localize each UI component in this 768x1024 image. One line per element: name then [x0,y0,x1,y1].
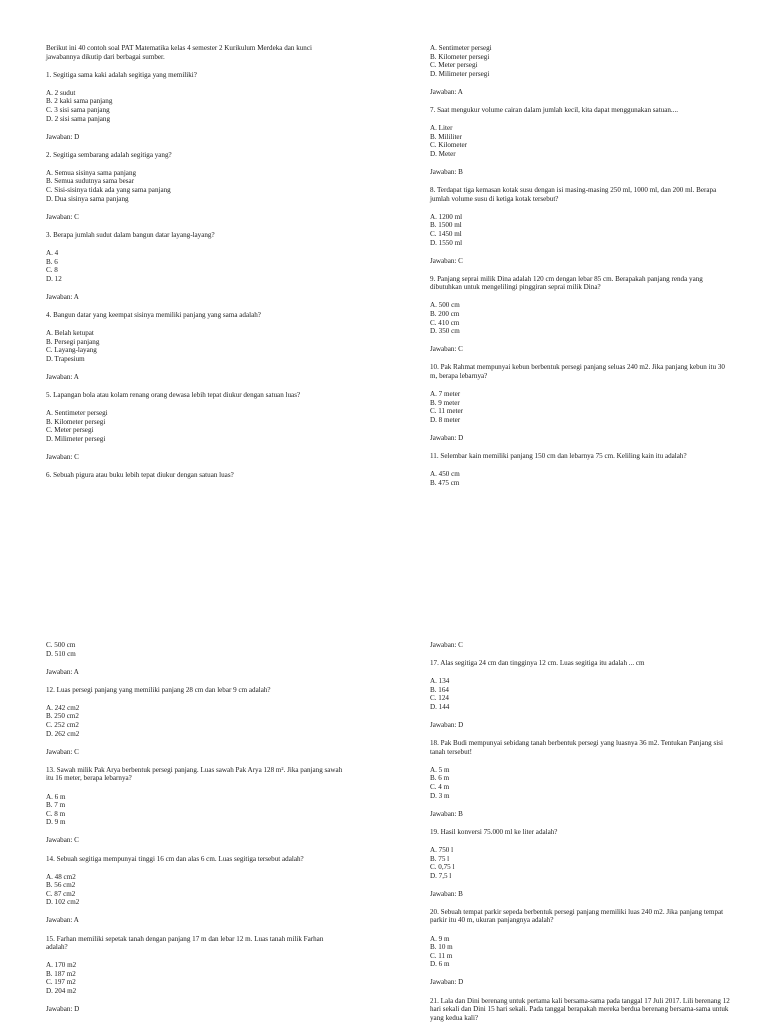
answer-option: C. 8 [46,266,58,275]
answer-key: Jawaban: D [46,1005,80,1014]
blank-line [430,203,730,213]
blank-line [430,336,730,346]
blank-line [46,221,346,231]
blank-line [430,247,730,257]
answer-option: C. Meter persegi [430,61,478,70]
question-text: 1. Segitiga sama kaki adalah segitiga yang memiliki? [46,70,197,79]
answer-option: A. 2 sudut [46,88,76,97]
answer-option: D. Meter [430,149,456,158]
answer-option: A. 6 m [46,792,66,801]
answer-option: B. 10 m [430,943,453,952]
blank-line [430,292,730,302]
answer-option: B. 6 m [430,774,450,783]
blank-line [430,78,730,88]
answer-option: A. 9 m [430,934,450,943]
answer-option: C. Meter persegi [46,426,94,435]
answer-option: A. 48 cm2 [46,872,76,881]
answer-option: A. Sentimeter persegi [46,409,108,418]
answer-option: D. Trapesium [46,354,85,363]
answer-key: Jawaban: C [430,256,463,265]
answer-option: A. Belah ketupat [46,328,94,337]
answer-option: D. 350 cm [430,327,460,336]
answer-option: A. 4 [46,248,59,257]
blank-line [46,203,346,213]
question-text: 4. Bangun datar yang keempat sisinya memiliki panjang yang sama adalah? [46,310,261,319]
answer-option: D. 3 m [430,791,450,800]
blank-line [46,827,346,837]
blank-line [430,96,730,106]
answer-option: C. 410 cm [430,318,460,327]
blank-line [430,898,730,908]
answer-option: D. Dua sisinya sama panjang [46,194,129,203]
question-text: 7. Saat mengukur volume cairan dalam jumlah kecil, kita dapat menggunakan satuan.... [430,105,679,114]
blank-line [430,668,730,678]
blank-line [430,712,730,722]
answer-option: D. Milimeter persegi [46,434,106,443]
blank-line [46,301,346,311]
blank-line [430,987,730,997]
blank-line [430,381,730,391]
answer-key: Jawaban: D [430,721,464,730]
answer-option: B. 200 cm [430,309,460,318]
answer-option: B. 6 [46,257,58,266]
blank-line [46,952,346,962]
blank-line [430,461,730,471]
blank-line [46,863,346,873]
blank-line [46,443,346,453]
answer-key: Jawaban: C [46,452,79,461]
question-text: 15. Farhan memiliki sepetak tanah dengan panjang 17 m dan lebar 12 m. Luas tanah milik Farhan adalah? [46,934,324,952]
blank-line [46,400,346,410]
answer-option: D. 102 cm2 [46,898,80,907]
answer-option: A. Semua sisinya sama panjang [46,168,137,177]
answer-option: D. 262 cm2 [46,729,80,738]
question-text: 12. Luas persegi panjang yang memiliki panjang 28 cm dan lebar 9 cm adalah? [46,685,271,694]
answer-option: B. 7 m [46,801,66,810]
answer-option: C. Layang-layang [46,346,97,355]
answer-option: B. 56 cm2 [46,881,76,890]
blank-line [46,61,346,71]
answer-option: D. 6 m [430,960,450,969]
blank-line [46,141,346,151]
question-text: 5. Lapangan bola atau kolam renang orang dewasa lebih tepat diukur dengan satuan luas? [46,390,301,399]
answer-option: B. Kilometer persegi [430,52,490,61]
blank-line [46,363,346,373]
page2-left-column [46,641,346,1014]
blank-line [46,123,346,133]
question-text: 19. Hasil konversi 75.000 ml ke liter adalah? [430,827,558,836]
answer-key: Jawaban: C [430,345,463,354]
answer-option: B. Kilometer persegi [46,417,106,426]
blank-line [430,730,730,740]
answer-option: D. 12 [46,274,62,283]
answer-option: A. 1200 ml [430,212,463,221]
answer-key: Jawaban: A [46,916,79,925]
blank-line [430,265,730,275]
question-text: 20. Sebuah tempat parkir sepeda berbentuk persegi panjang memiliki luas 240 m2. Jika panjang tempat parkir itu 40 m, ukuran panjangnya adalah? [430,907,724,925]
answer-option: C. 8 m [46,809,66,818]
blank-line [46,694,346,704]
answer-option: C. 1450 ml [430,229,462,238]
blank-line [430,818,730,828]
blank-line [46,381,346,391]
blank-line [430,836,730,846]
blank-line [46,283,346,293]
answer-key: Jawaban: D [430,978,464,987]
answer-option: A. 7 meter [430,390,461,399]
question-text: 3. Berapa jumlah sudut dalam bangun datar layang-layang? [46,230,215,239]
blank-line [46,996,346,1006]
answer-option: B. 75 l [430,854,450,863]
answer-option: C. Sisi-sisinya tidak ada yang sama panjang [46,186,171,195]
answer-option: C. 11 m [430,951,453,960]
answer-key: Jawaban: C [46,836,79,845]
question-text: 13. Sawah milik Pak Arya berbentuk persegi panjang. Luas sawah Pak Arya 128 m². Jika panjang sawah itu 16 meter, berapa lebarnya? [46,765,343,783]
answer-key: Jawaban: D [46,132,80,141]
answer-option: B. Persegi panjang [46,337,100,346]
blank-line [430,880,730,890]
blank-line [430,354,730,364]
answer-option: A. 750 l [430,845,454,854]
blank-line [430,177,730,187]
answer-option: D. 7,5 l [430,871,452,880]
blank-line [46,783,346,793]
blank-line [430,443,730,453]
blank-line [46,658,346,668]
answer-option: B. 475 cm [430,478,460,487]
question-text: 21. Lala dan Dini berenang untuk pertama kali bersama-sama pada tanggal 17 Juli 2017. Lili berenang 12 hari sekali dan Dini 15 hari sekali. Pada tanggal berapakah mereka berdua berenang bersama-sama untuk yang kedua kali? [430,996,730,1022]
answer-option: D. 8 meter [430,415,461,424]
question-text: 2. Segitiga sembarang adalah segitiga yang? [46,150,172,159]
answer-option: B. 2 kaki sama panjang [46,97,113,106]
answer-option: D. 9 m [46,818,66,827]
answer-key: Jawaban: A [430,87,463,96]
answer-option: B. Mililiter [430,132,462,141]
blank-line [46,925,346,935]
answer-option: B. 1500 ml [430,221,462,230]
answer-option: B. 9 meter [430,398,460,407]
question-text: 8. Terdapat tiga kemasan kotak susu dengan isi masing-masing 250 ml, 1000 ml, dan 200 ml. Berapa jumlah volume susu di ketiga kotak tersebut? [430,186,717,203]
answer-option: C. 500 cm [46,641,76,649]
answer-key: Jawaban: C [46,747,79,756]
blank-line [46,239,346,249]
blank-line [46,159,346,169]
answer-option: A. 450 cm [430,470,460,479]
answer-key: Jawaban: B [430,167,463,176]
blank-line [430,756,730,766]
answer-option: A. Liter [430,124,453,133]
answer-option: D. Milimeter persegi [430,69,490,78]
blank-line [46,756,346,766]
answer-option: A. 170 m2 [46,961,77,970]
blank-line [430,158,730,168]
page1-right-column [430,44,730,487]
blank-line [430,969,730,979]
answer-option: B. Semua sudutnya sama besar [46,177,135,186]
answer-option: A. 242 cm2 [46,703,80,712]
answer-option: B. 250 cm2 [46,712,79,721]
question-text: 11. Selembar kain memiliki panjang 150 cm dan lebarnya 75 cm. Keliling kain itu adalah? [430,452,687,460]
blank-line [430,800,730,810]
question-text: 18. Pak Budi mempunyai sebidang tanah berbentuk persegi yang luasnya 36 m2. Tentukan Panjang sisi tanah tersebut! [430,739,723,756]
answer-key: Jawaban: D [430,433,464,442]
blank-line [46,907,346,917]
blank-line [46,319,346,329]
answer-key: Jawaban: A [46,667,79,676]
intro-paragraph: Berikut ini 40 contoh soal PAT Matematika kelas 4 semester 2 Kurikulum Merdeka dan kunci jawabannya dikutip dari berbagai sumber. [46,44,312,61]
answer-option: A. Sentimeter persegi [430,44,492,52]
answer-option: D. 1550 ml [430,238,463,247]
answer-option: C. 0,75 l [430,863,455,872]
answer-option: C. 197 m2 [46,978,76,987]
answer-option: C. 87 cm2 [46,889,76,898]
answer-option: A. 5 m [430,765,450,774]
blank-line [46,676,346,686]
blank-line [46,738,346,748]
question-text: 14. Sebuah segitiga mempunyai tinggi 16 cm dan alas 6 cm. Luas segitiga tersebut adalah? [46,854,304,863]
blank-line [430,424,730,434]
question-text: 10. Pak Rahmat mempunyai kebun berbentuk persegi panjang seluas 240 m2. Jika panjang kebun itu 30 m, berapa lebarnya? [430,363,725,380]
answer-key: Jawaban: A [46,292,79,301]
answer-option: C. 3 sisi sama panjang [46,105,110,114]
answer-option: D. 144 [430,702,450,711]
question-text: 17. Alas segitiga 24 cm dan tingginya 12 cm. Luas segitiga itu adalah ... cm [430,659,645,668]
blank-line [430,650,730,660]
answer-option: C. 124 [430,694,449,703]
answer-key: Jawaban: A [46,372,79,381]
answer-option: D. 510 cm [46,649,76,658]
answer-option: A. 500 cm [430,301,460,310]
page2-right-column [430,641,730,1022]
answer-option: D. 204 m2 [46,987,77,996]
blank-line [46,462,346,472]
answer-option: C. Kilometer [430,141,468,150]
blank-line [46,845,346,855]
document-page-2 [0,512,768,1024]
answer-key: Jawaban: B [430,889,463,898]
question-text: 9. Panjang seprai milik Dina adalah 120 cm dengan lebar 85 cm. Berapakah panjang renda yang dibutuhkan untuk mengelilingi pinggiran seprai milik Dina? [430,274,703,292]
answer-option: D. 2 sisi sama panjang [46,114,111,123]
blank-line [430,115,730,125]
answer-key: Jawaban: B [430,809,463,818]
answer-key: Jawaban: C [430,641,463,649]
answer-key: Jawaban: C [46,212,79,221]
answer-option: B. 164 [430,685,449,694]
page1-left-column [46,44,346,480]
answer-option: B. 187 m2 [46,969,76,978]
blank-line [46,79,346,89]
answer-option: A. 134 [430,677,450,686]
answer-option: C. 4 m [430,783,450,792]
blank-line [430,925,730,935]
question-text: 6. Sebuah pigura atau buku lebih tepat diukur dengan satuan luas? [46,471,234,479]
answer-option: C. 252 cm2 [46,721,79,730]
answer-option: C. 11 meter [430,407,464,416]
